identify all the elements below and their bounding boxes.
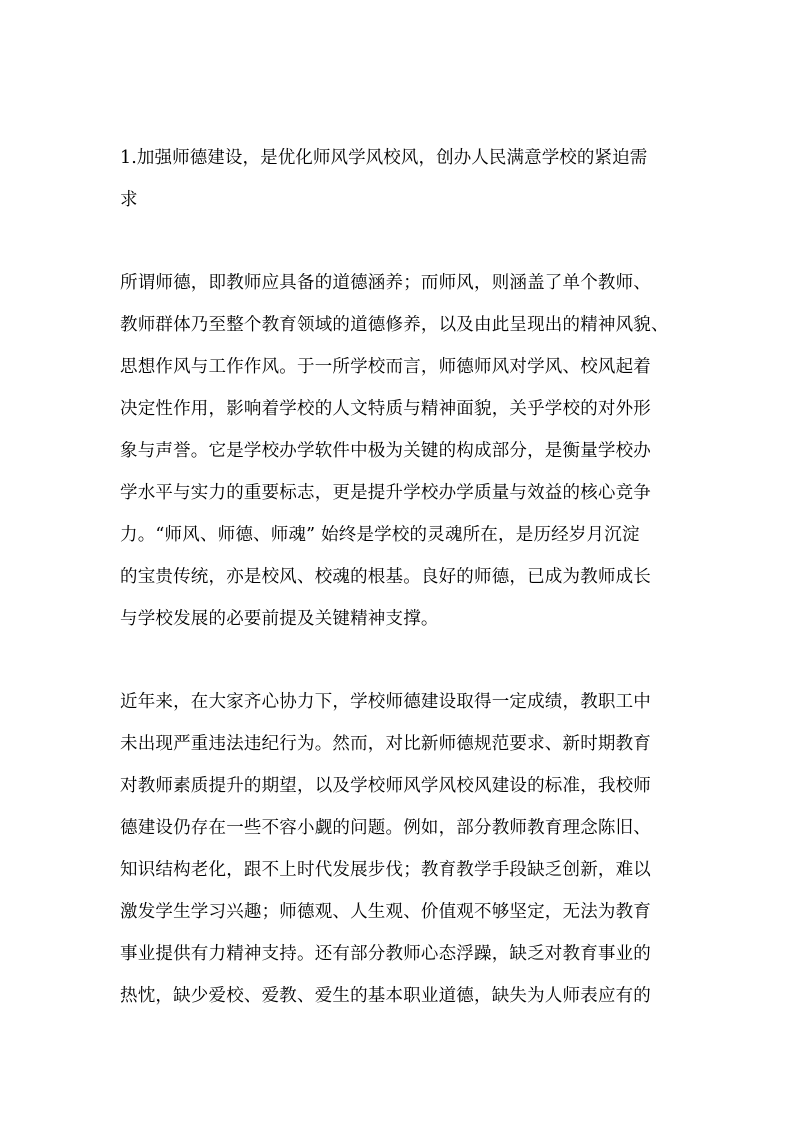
section-heading-line-2: 求 bbox=[120, 190, 138, 210]
paragraph-2-line-8: 热忱，缺少爱校、爱教、爱生的基本职业道德，缺失为人师表应有的 bbox=[120, 986, 651, 1006]
paragraph-2-line-7: 事业提供有力精神支持。还有部分教师心态浮躁，缺乏对教育事业的 bbox=[120, 944, 651, 964]
paragraph-2-line-2: 未出现严重违法违纪行为。然而，对比新师德规范要求、新时期教育 bbox=[120, 734, 651, 754]
paragraph-2-line-4: 德建设仍存在一些不容小觑的问题。例如，部分教师教育理念陈旧、 bbox=[120, 818, 651, 838]
paragraph-1-line-9: 与学校发展的必要前提及关键精神支撑。 bbox=[120, 609, 439, 629]
paragraph-2-line-5: 知识结构老化，跟不上时代发展步伐；教育教学手段缺乏创新，难以 bbox=[120, 860, 651, 880]
paragraph-1-line-5: 象与声誉。它是学校办学软件中极为关键的构成部分，是衡量学校办 bbox=[120, 441, 651, 461]
paragraph-2-line-3: 对教师素质提升的期望，以及学校师风学风校风建设的标准，我校师 bbox=[120, 776, 651, 796]
paragraph-1-line-1: 所谓师德，即教师应具备的道德涵养；而师风，则涵盖了单个教师、 bbox=[120, 273, 651, 293]
paragraph-1-line-8: 的宝贵传统，亦是校风、校魂的根基。良好的师德，已成为教师成长 bbox=[120, 567, 651, 587]
paragraph-1-line-7: 力。“师风、师德、师魂” 始终是学校的灵魂所在，是历经岁月沉淀 bbox=[120, 525, 640, 545]
paragraph-2-line-1: 近年来，在大家齐心协力下，学校师德建设取得一定成绩，教职工中 bbox=[120, 692, 651, 712]
paragraph-2-line-6: 激发学生学习兴趣；师德观、人生观、价值观不够坚定，无法为教育 bbox=[120, 902, 651, 922]
paragraph-1-line-2: 教师群体乃至整个教育领域的道德修养，以及由此呈现出的精神风貌、 bbox=[120, 315, 669, 335]
section-heading-line-1: 1.加强师德建设，是优化师风学风校风，创办人民满意学校的紧迫需 bbox=[120, 148, 648, 168]
paragraph-1-line-6: 学水平与实力的重要标志，更是提升学校办学质量与效益的核心竞争 bbox=[120, 483, 651, 503]
paragraph-1-line-3: 思想作风与工作作风。于一所学校而言，师德师风对学风、校风起着 bbox=[120, 357, 651, 377]
paragraph-1-line-4: 决定性作用，影响着学校的人文特质与精神面貌，关乎学校的对外形 bbox=[120, 399, 651, 419]
